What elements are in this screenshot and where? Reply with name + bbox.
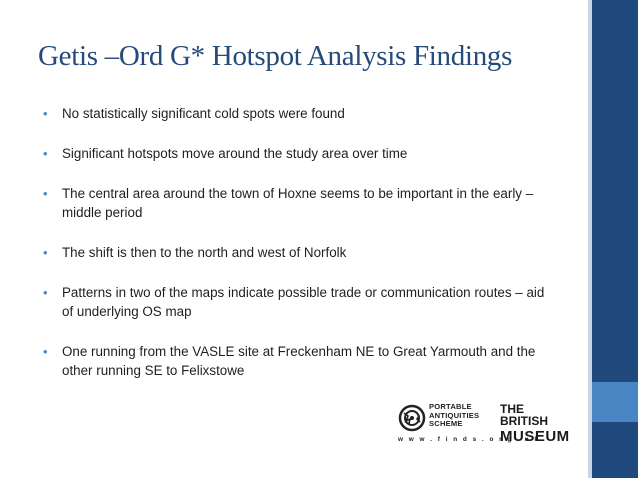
bullet-icon: •: [43, 106, 48, 121]
bm-line-1: THE: [500, 402, 524, 416]
bullet-item: [38, 283, 558, 321]
bullet-text: No statistically significant cold spots were found: [62, 106, 345, 121]
pas-line-2: ANTIQUITIES: [429, 410, 480, 420]
bullet-icon: •: [43, 146, 48, 161]
pas-wordmark: [429, 403, 479, 429]
bullet-list: [38, 104, 558, 401]
pas-line-1: PORTABLE: [429, 402, 472, 411]
pas-url: w w w . f i n d s . o r g . u k: [398, 436, 540, 443]
bullet-item: [38, 243, 558, 262]
bullet-icon: •: [43, 344, 48, 359]
pas-line-3: SCHEME: [429, 419, 463, 428]
bullet-text: Significant hotspots move around the study area over time: [62, 146, 408, 161]
bullet-text: Patterns in two of the maps indicate possible trade or communication routes – aid of underlying OS map: [62, 285, 545, 319]
bullet-icon: •: [43, 186, 48, 201]
bullet-icon: •: [43, 285, 48, 300]
bullet-item: [38, 144, 558, 163]
bullet-text: One running from the VASLE site at Freckenham NE to Great Yarmouth and the other running SE to Felixstowe: [62, 344, 536, 378]
bullet-item: [38, 104, 558, 123]
bullet-icon: •: [43, 245, 48, 260]
british-museum-logo: [500, 403, 570, 445]
side-band-bottom: [592, 422, 638, 478]
side-band-top: [592, 0, 638, 382]
bullet-text: The shift is then to the north and west of Norfolk: [62, 245, 347, 260]
side-band-accent: [592, 382, 638, 422]
slide-title: Getis –Ord G* Hotspot Analysis Findings: [38, 40, 513, 72]
bullet-item: [38, 342, 558, 380]
bullet-item: [38, 184, 558, 222]
bm-line-3: MUSEUM: [500, 428, 570, 445]
pas-emblem-icon: [398, 404, 426, 432]
bullet-text: The central area around the town of Hoxne seems to be important in the early – middle period: [62, 186, 534, 220]
bm-line-2: BRITISH: [500, 414, 548, 428]
